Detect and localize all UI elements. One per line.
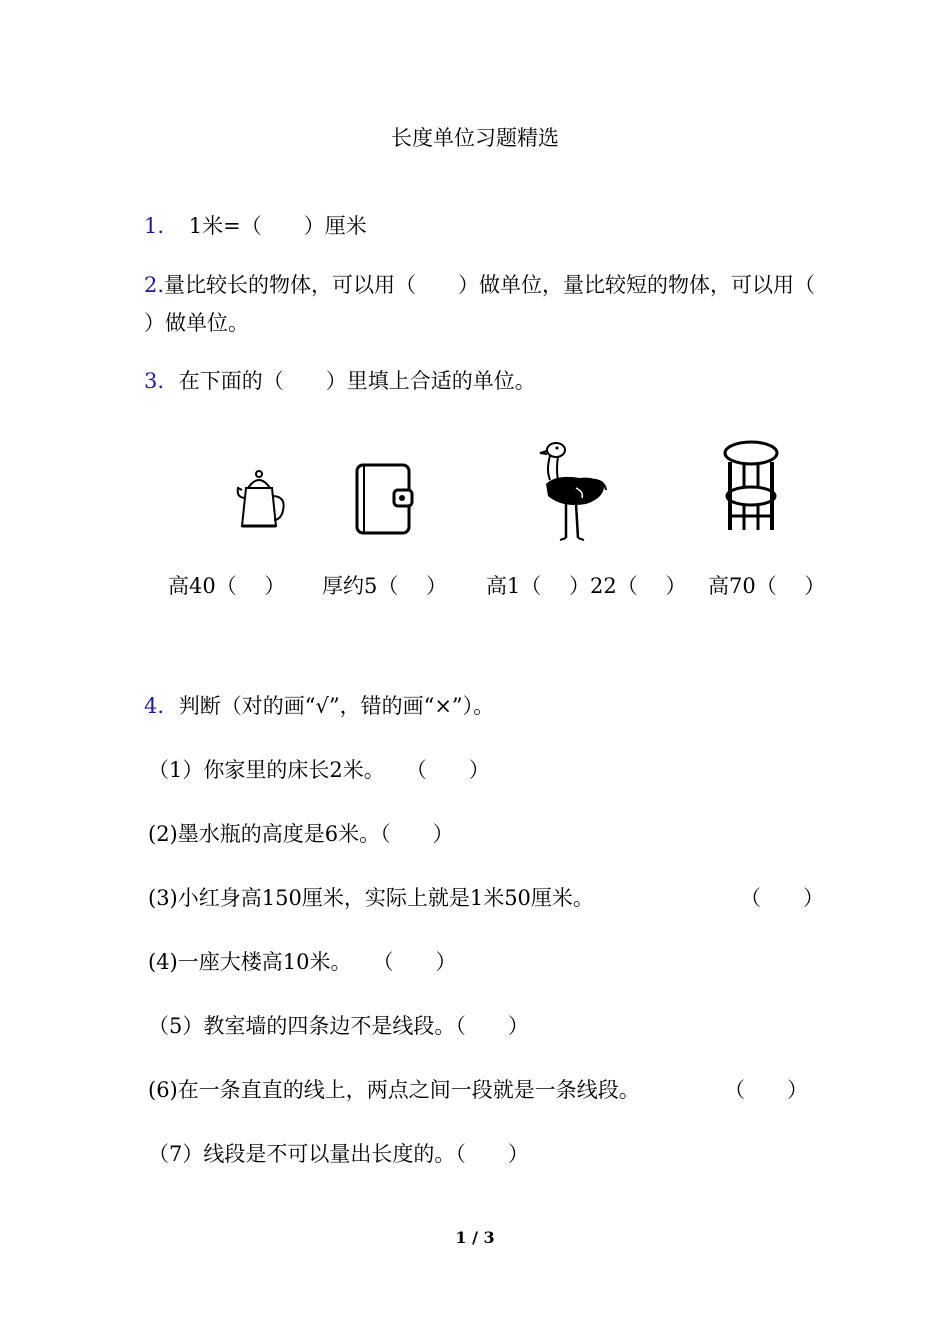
- judge-item-3-paren: （ ）: [740, 886, 824, 910]
- judge-item-3: (3)小红身高150厘米，实际上就是1米50厘米。: [148, 886, 594, 910]
- question-text: 判断（对的画“√”，错的画“×”）。: [178, 694, 495, 718]
- judge-item-6-paren: （ ）: [724, 1078, 808, 1102]
- stool-label: 高70（ ）: [708, 574, 826, 598]
- question-3: [144, 365, 536, 395]
- ostrich-label: 高1（ ）22（ ）: [486, 574, 687, 598]
- judge-item-6: (6)在一条直直的线上，两点之间一段就是一条线段。: [148, 1078, 640, 1102]
- question-number: 2.: [144, 273, 165, 297]
- book-label: 厚约5（ ）: [322, 574, 448, 598]
- question-text: 在下面的（ ）里填上合适的单位。: [178, 369, 536, 393]
- page-number: 1 / 3: [455, 1228, 495, 1247]
- book-icon: [354, 462, 416, 536]
- judge-item-5: （5）教室墙的四条边不是线段。（ ）: [148, 1014, 529, 1038]
- teapot-icon: [234, 468, 290, 532]
- page-title: 长度单位习题精选: [391, 126, 559, 150]
- question-2-line-1: [144, 269, 815, 299]
- question-text: 量比较长的物体，可以用（ ）做单位，量比较短的物体，可以用（: [164, 273, 816, 297]
- judge-item-7: （7）线段是不可以量出长度的。（ ）: [148, 1142, 529, 1166]
- stool-icon: [722, 440, 780, 534]
- question-1: [144, 210, 367, 240]
- question-text: 1米=（ ）厘米: [188, 214, 367, 238]
- judge-item-2: (2)墨水瓶的高度是6米。（ ）: [148, 822, 454, 846]
- judge-item-4: (4)一座大楼高10米。 （ ）: [148, 950, 457, 974]
- teapot-label: 高40（ ）: [168, 574, 286, 598]
- question-2-line-2: ）做单位。: [144, 311, 249, 335]
- question-number: 4.: [144, 694, 165, 718]
- ostrich-icon: [536, 440, 610, 544]
- question-number: 1.: [144, 214, 165, 238]
- question-number: 3.: [144, 369, 165, 393]
- question-4: [144, 690, 494, 720]
- judge-item-1: （1）你家里的床长2米。 （ ）: [148, 758, 490, 782]
